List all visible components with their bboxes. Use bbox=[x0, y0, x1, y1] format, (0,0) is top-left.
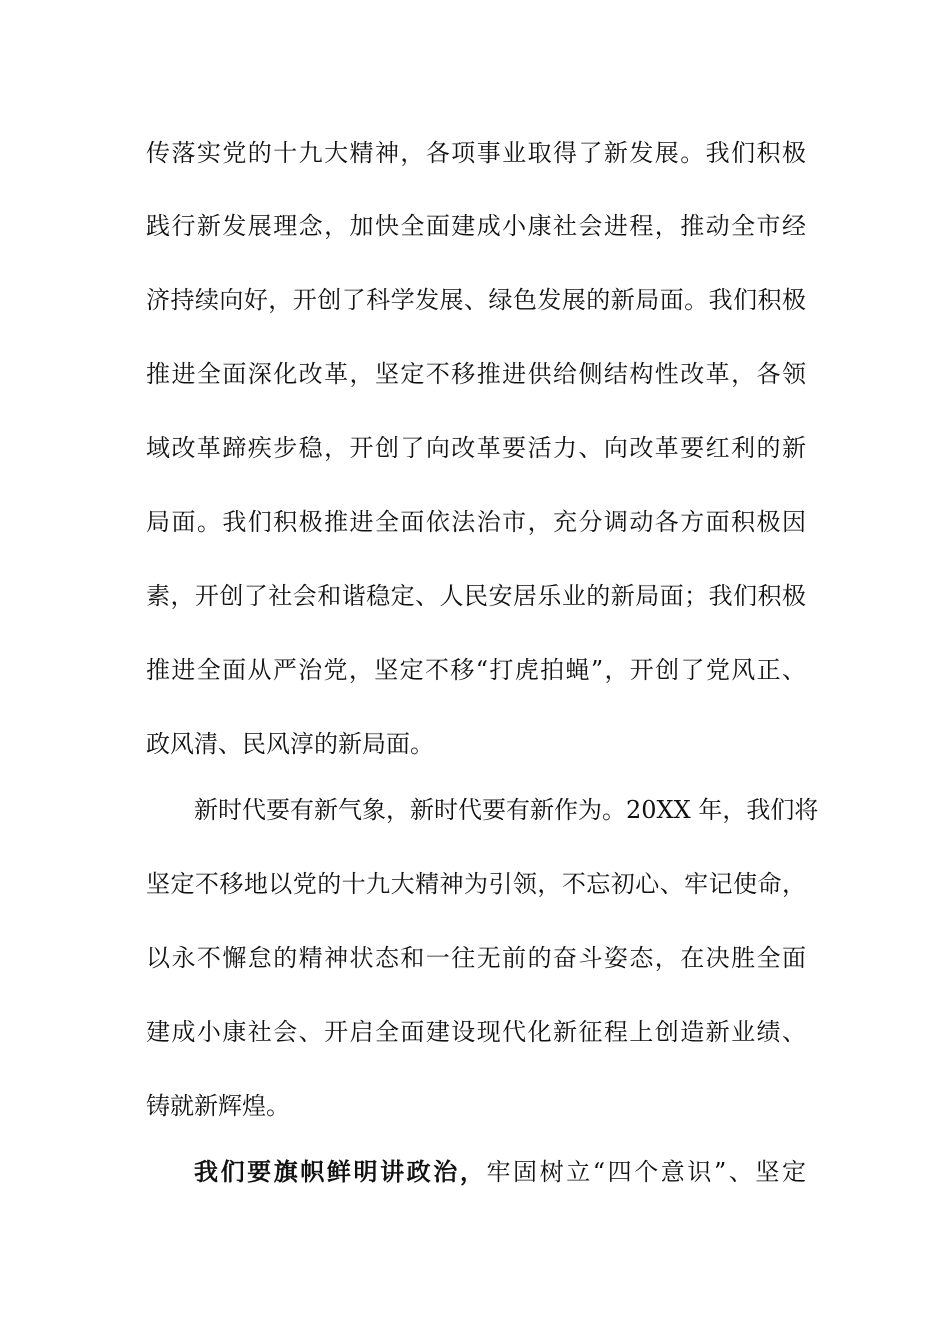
paragraph-line: 坚定不移地以党的十九大精神为引领，不忘初心、牢记使命， bbox=[146, 870, 806, 898]
paragraph-line bbox=[194, 1152, 806, 1192]
paragraph-line: 政风清、民风淳的新局面。 bbox=[146, 730, 434, 758]
paragraph-line: 素，开创了社会和谐稳定、人民安居乐业的新局面；我们积极 bbox=[146, 582, 806, 610]
line-rest-text: 牢固树立“四个意识”、坚定 bbox=[486, 1158, 806, 1186]
paragraph-line: 新时代要有新气象，新时代要有新作为。20XX 年，我们将 bbox=[194, 796, 819, 824]
paragraph-line: 传落实党的十九大精神，各项事业取得了新发展。我们积极 bbox=[146, 139, 806, 167]
paragraph-line: 践行新发展理念，加快全面建成小康社会进程，推动全市经 bbox=[146, 212, 806, 240]
paragraph-line: 域改革蹄疾步稳，开创了向改革要活力、向改革要红利的新 bbox=[146, 434, 806, 462]
paragraph-line: 局面。我们积极推进全面依法治市，充分调动各方面积极因 bbox=[146, 508, 806, 536]
paragraph-line: 铸就新辉煌。 bbox=[146, 1092, 290, 1120]
bold-lead-text: 我们要旗帜鲜明讲政治， bbox=[194, 1157, 487, 1186]
paragraph-line: 以永不懈怠的精神状态和一往无前的奋斗姿态，在决胜全面 bbox=[146, 944, 806, 972]
paragraph-line: 推进全面从严治党，坚定不移“打虎拍蝇”，开创了党风正、 bbox=[146, 656, 806, 684]
paragraph-line: 建成小康社会、开启全面建设现代化新征程上创造新业绩、 bbox=[146, 1018, 806, 1046]
paragraph-line: 推进全面深化改革，坚定不移推进供给侧结构性改革，各领 bbox=[146, 360, 806, 388]
paragraph-line: 济持续向好，开创了科学发展、绿色发展的新局面。我们积极 bbox=[146, 286, 806, 314]
